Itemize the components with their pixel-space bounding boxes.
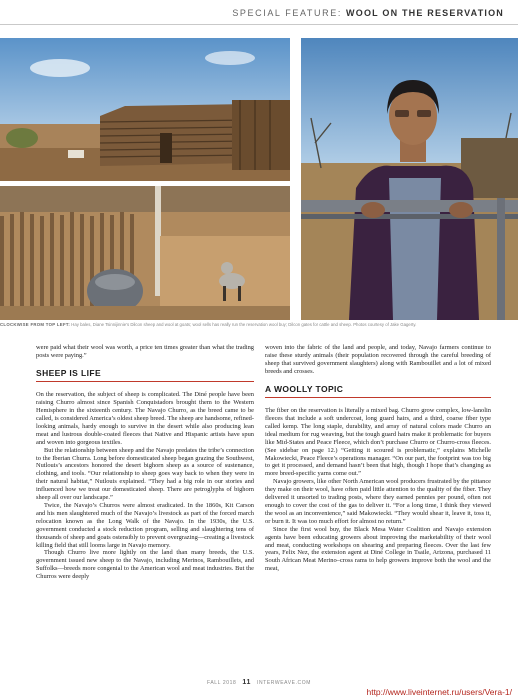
paragraph: On the reservation, the subject of sheep is complicated. The Diné people have been raising Churro almost since Spanish Conquistadors brought them to the Western Hemisphere in the sixteenth century. The Navajo Churro, as the breed came to be called, is considered America’s oldest sheep breed. The sheep are handsome, refined-looking animals, hardy enough to survive in the desert while also producing lean meat and lustrous double-coated fleeces that Native and Hispanic artists have spun and woven into gorgeous textiles. [36, 391, 254, 446]
photo-log-shed [0, 38, 290, 181]
text-column-left [36, 344, 254, 581]
paragraph: Though Churro live more lightly on the land than many breeds, the U.S. government issued new sheep to the Navajo, including Merinos, Rambouillets, and Suffolks—breeds more congenial to the American wool and meat industries. But the Churros were deeply [36, 549, 254, 581]
paragraph: were paid what their wool was worth, a price ten times greater than what the trading posts were paying.” [36, 344, 254, 359]
footer-issue: FALL 2018 [206, 680, 237, 686]
watermark-url: http://www.liveinternet.ru/users/Vera-1/ [366, 687, 512, 697]
photo-caption [0, 322, 500, 328]
paragraph: Navajo growers, like other North American wool producers frustrated by the pittance they make on their wool, have often paid little attention to the quality of the fiber. They delivered it unsorted to trading posts, where they earned pennies per pound, often not enough to cover the cost of the gas to deliver it. “For a long time, I think they viewed the wool as an inconvenience,” said Makowiecki. “They would shear it, leave it, toss it, or burn it. It was too much effort for almost no return.” [265, 478, 491, 525]
section-heading-sheep-is-life: SHEEP IS LIFE [36, 367, 102, 378]
section-rule [265, 397, 491, 399]
photo-corral-dog [0, 186, 290, 320]
section-rule [36, 381, 254, 383]
paragraph: But the relationship between sheep and the Navajo predates the tribe’s connection to the Iberian Churra. Long before domesticated sheep began grazing the Southwest, Nutlouis’s ancestors honored the desert bighorn sheep as a source of sustenance, clothing, and tools. “Our relationship to sheep goes way back to when they were in their natural habitat,” Nutlouis explained. “They had a big role in our stories and influenced how we treat our domesticated sheep. There are petroglyphs of bighorn sheep all over our landscape.” [36, 446, 254, 502]
paragraph: Since the first wool buy, the Black Mesa Water Coalition and Navajo extension agents have been educating growers about improving the marketability of their wool and meat, conducting workshops on shearing and preparing fleeces. Over the last few years, Felix Nez, the extension agent at Diné College in Tsaile, Arizona, purchased 11 South African Meat Merino–cross rams to help growers improve both the wool and the meat, [265, 525, 491, 573]
paragraph: The fiber on the reservation is literally a mixed bag. Churro grow complex, low-lanolin fleeces that include a soft undercoat, long guard hairs, and a third, coarse fiber type called kemp. The long staple, durability, and array of natural colors made Churro an ideal medium for rug weaving, but the tough guard hairs make it problematic for buyers like Mid-States and Peace Fleece, which don’t purchase Churro or Churro-cross fleeces. (See sidebar on page 12.) “Getting it scoured is problematic,” explains Michelle Makowiecki, Peace Fleece’s operations manager. “On our part, the footprint was too big to get it processed, and demand hasn’t been that high, though I hope that’s changing as more breed-specific yarns come out.” [265, 407, 491, 478]
page-number: 11 [242, 679, 251, 686]
paragraph: woven into the fabric of the land and people, and today, Navajo farmers continue to raise these sturdy animals (their population recovered through the careful breeding of sheep that survived government slaughters) along with Rambouillet and a lot of mixed breeds and crosses. [265, 344, 491, 375]
page-footer [0, 679, 518, 686]
caption-body: Hay bales, Diane Tsinnijinnie’s Dilcon sheep and wool at goats; wool sells has really run the reservation wool buy; Dilcon gates for cattle and sheep. Photos courtesy of Jake Gagerty. [71, 322, 417, 327]
caption-lead: CLOCKWISE FROM TOP LEFT: [0, 322, 71, 327]
photo-portrait-woman [301, 38, 518, 320]
header-rule [0, 24, 518, 25]
text-column-right [265, 344, 491, 573]
running-header [232, 8, 504, 18]
paragraph: Twice, the Navajo’s Churros were almost eradicated. In the 1860s, Kit Carson and his men slaughtered much of the Navajo’s livestock as part of the forced march relocation known as the Long Walk of the Navajo. In the 1930s, the U.S. government conducted a stock reduction program, selling and slaughtering tens of thousands of sheep and goats ostensibly to prevent overgrazing—creating a livestock killing field that still looms large in Navajo memory. [36, 502, 254, 549]
section-heading-a-woolly-topic: A WOOLLY TOPIC [265, 383, 344, 394]
header-title: WOOL ON THE RESERVATION [346, 8, 504, 18]
footer-site: INTERWEAVE.COM [256, 680, 312, 686]
header-kicker: SPECIAL FEATURE: [232, 8, 342, 18]
